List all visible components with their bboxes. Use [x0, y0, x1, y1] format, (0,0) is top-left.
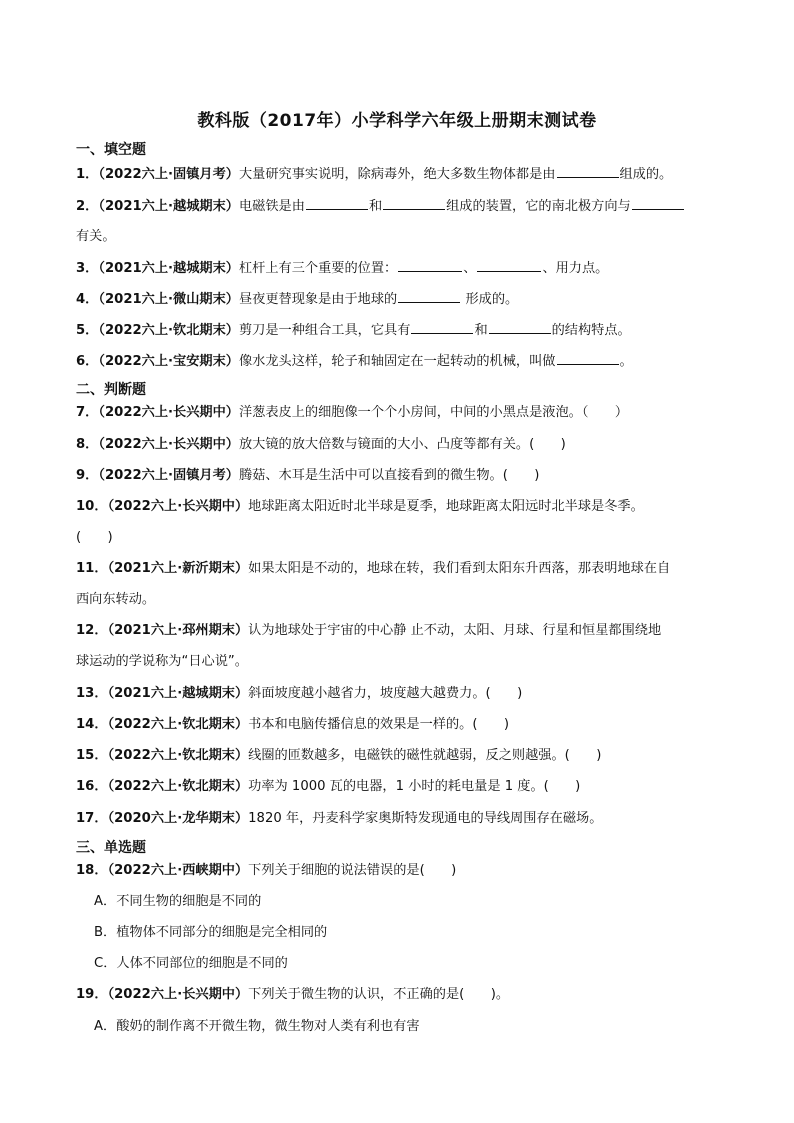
- question-18: [76, 862, 726, 880]
- question-text: 昼夜更替现象是由于地球的: [239, 292, 398, 307]
- question-11-continued: 西向东转动。: [76, 592, 156, 607]
- question-text: 的结构特点。: [551, 323, 631, 338]
- question-text: 杠杆上有三个重要的位置：: [239, 261, 398, 276]
- answer-blank: [411, 321, 473, 334]
- question-number: 3．: [76, 261, 99, 276]
- question-number: 10．: [76, 499, 108, 514]
- question-text: 。: [619, 354, 633, 369]
- question-source: （2022六上·钦北期末）: [107, 748, 249, 763]
- question-12-continued: 球运动的学说称为“日心说”。: [76, 654, 248, 669]
- question-2-continued: 有关。: [76, 229, 116, 244]
- question-14: [76, 716, 726, 734]
- question-number: 11．: [76, 561, 108, 576]
- question-text: 形成的。: [461, 292, 519, 307]
- question-text: 放大镜的放大倍数与镜面的大小、凸度等都有关。( ): [239, 437, 566, 452]
- answer-blank: [632, 197, 684, 210]
- question-source: （2021六上·邳州期末）: [107, 623, 249, 638]
- question-number: 5．: [76, 323, 99, 338]
- question-10: [76, 498, 726, 516]
- question-source: （2022六上·固镇月考）: [98, 468, 239, 483]
- question-source: （2022六上·固镇月考）: [98, 167, 239, 182]
- question-source: （2022六上·宝安期末）: [98, 354, 239, 369]
- question-number: 9．: [76, 468, 99, 483]
- question-number: 18．: [76, 863, 108, 878]
- question-number: 16．: [76, 779, 108, 794]
- question-text: 和: [368, 199, 383, 214]
- question-text: 大量研究事实说明，除病毒外，绝大多数生物体都是由: [239, 167, 556, 182]
- answer-blank: [557, 352, 619, 365]
- question-10-continued: ( ): [76, 530, 113, 545]
- answer-blank: [306, 197, 368, 210]
- question-text: 腾菇、木耳是生活中可以直接看到的微生物。( ): [239, 468, 540, 483]
- question-text: 像水龙头这样，轮子和轴固定在一起转动的机械，叫做: [239, 354, 556, 369]
- question-text: 洋葱表皮上的细胞像一个个小房间，中间的小黑点是液泡。（ ）: [239, 405, 629, 420]
- question-number: 7．: [76, 405, 99, 420]
- question-text: 电磁铁是由: [239, 199, 305, 214]
- question-number: 17．: [76, 811, 108, 826]
- question-source: （2022六上·长兴期中）: [98, 437, 239, 452]
- question-source: （2022六上·长兴期中）: [107, 987, 249, 1002]
- question-text: 和: [474, 323, 488, 338]
- question-number: 15．: [76, 748, 108, 763]
- question-15: [76, 747, 726, 765]
- question-source: （2022六上·长兴期中）: [98, 405, 239, 420]
- answer-blank: [398, 290, 460, 303]
- question-18-option-a: A．不同生物的细胞是不同的: [94, 894, 262, 909]
- question-text: 组成的装置，它的南北极方向与: [446, 199, 631, 214]
- question-number: 14．: [76, 717, 108, 732]
- question-source: （2021六上·微山期末）: [98, 292, 239, 307]
- question-11: [76, 560, 726, 578]
- question-16: [76, 778, 726, 796]
- question-source: （2022六上·长兴期中）: [107, 499, 249, 514]
- question-text: 剪刀是一种组合工具，它具有: [239, 323, 411, 338]
- question-text: 认为地球处于宇宙的中心静 止不动，太阳、月球、行星和恒星都围绕地: [248, 623, 662, 638]
- section-choice-heading: 三、单选题: [76, 840, 146, 856]
- question-source: （2021六上·越城期末）: [107, 686, 249, 701]
- question-number: 2．: [76, 199, 99, 214]
- section-judge-heading: 二、判断题: [76, 382, 146, 398]
- question-5: [76, 321, 726, 340]
- question-source: （2021六上·越城期末）: [98, 261, 239, 276]
- answer-blank: [489, 321, 551, 334]
- question-text: 线圈的匝数越多，电磁铁的磁性就越弱，反之则越强。( ): [248, 748, 602, 763]
- question-text: 、: [463, 261, 477, 276]
- question-number: 12．: [76, 623, 108, 638]
- question-source: （2022六上·钦北期末）: [107, 779, 249, 794]
- question-text: 如果太阳是不动的，地球在转，我们看到太阳东升西落，那表明地球在自: [248, 561, 671, 576]
- question-18-option-c: C．人体不同部位的细胞是不同的: [94, 956, 288, 971]
- question-number: 1．: [76, 167, 99, 182]
- answer-blank: [383, 197, 445, 210]
- question-number: 6．: [76, 354, 99, 369]
- question-text: 功率为 1000 瓦的电器，1 小时的耗电量是 1 度。( ): [248, 779, 581, 794]
- question-7: [76, 404, 726, 422]
- answer-blank: [557, 165, 619, 178]
- question-text: 组成的。: [619, 167, 673, 182]
- question-number: 19．: [76, 987, 108, 1002]
- page-title: 教科版（2017年）小学科学六年级上册期末测试卷: [197, 111, 597, 131]
- question-text: 1820 年，丹麦科学家奥斯特发现通电的导线周围存在磁场。: [248, 811, 603, 826]
- question-4: [76, 290, 726, 309]
- question-source: （2022六上·西峡期中）: [107, 863, 249, 878]
- question-9: [76, 467, 726, 485]
- question-text: 、用力点。: [542, 261, 609, 276]
- answer-blank: [398, 259, 462, 272]
- question-source: （2021六上·越城期末）: [98, 199, 239, 214]
- question-source: （2022六上·钦北期末）: [98, 323, 239, 338]
- question-8: [76, 436, 726, 454]
- question-19: [76, 986, 726, 1004]
- question-6: [76, 352, 726, 371]
- question-19-option-a: A．酸奶的制作离不开微生物，微生物对人类有利也有害: [94, 1019, 420, 1034]
- question-number: 13．: [76, 686, 108, 701]
- question-3: [76, 259, 726, 278]
- question-text: 书本和电脑传播信息的效果是一样的。( ): [248, 717, 510, 732]
- question-2: [76, 197, 726, 216]
- question-text: 下列关于细胞的说法错误的是( ): [248, 863, 457, 878]
- question-text: 地球距离太阳近时北半球是夏季，地球距离太阳远时北半球是冬季。: [248, 499, 644, 514]
- question-text: 下列关于微生物的认识，不正确的是( )。: [248, 987, 510, 1002]
- question-18-option-b: B．植物体不同部分的细胞是完全相同的: [94, 925, 328, 940]
- question-text: 斜面坡度越小越省力，坡度越大越费力。( ): [248, 686, 523, 701]
- question-number: 8．: [76, 437, 99, 452]
- question-12: [76, 622, 726, 640]
- answer-blank: [477, 259, 541, 272]
- question-source: （2020六上·龙华期末）: [107, 811, 249, 826]
- question-source: （2021六上·新沂期末）: [107, 561, 249, 576]
- section-fill-heading: 一、填空题: [76, 142, 146, 158]
- question-1: [76, 165, 726, 184]
- question-17: [76, 810, 726, 828]
- question-13: [76, 685, 726, 703]
- question-source: （2022六上·钦北期末）: [107, 717, 249, 732]
- question-number: 4．: [76, 292, 99, 307]
